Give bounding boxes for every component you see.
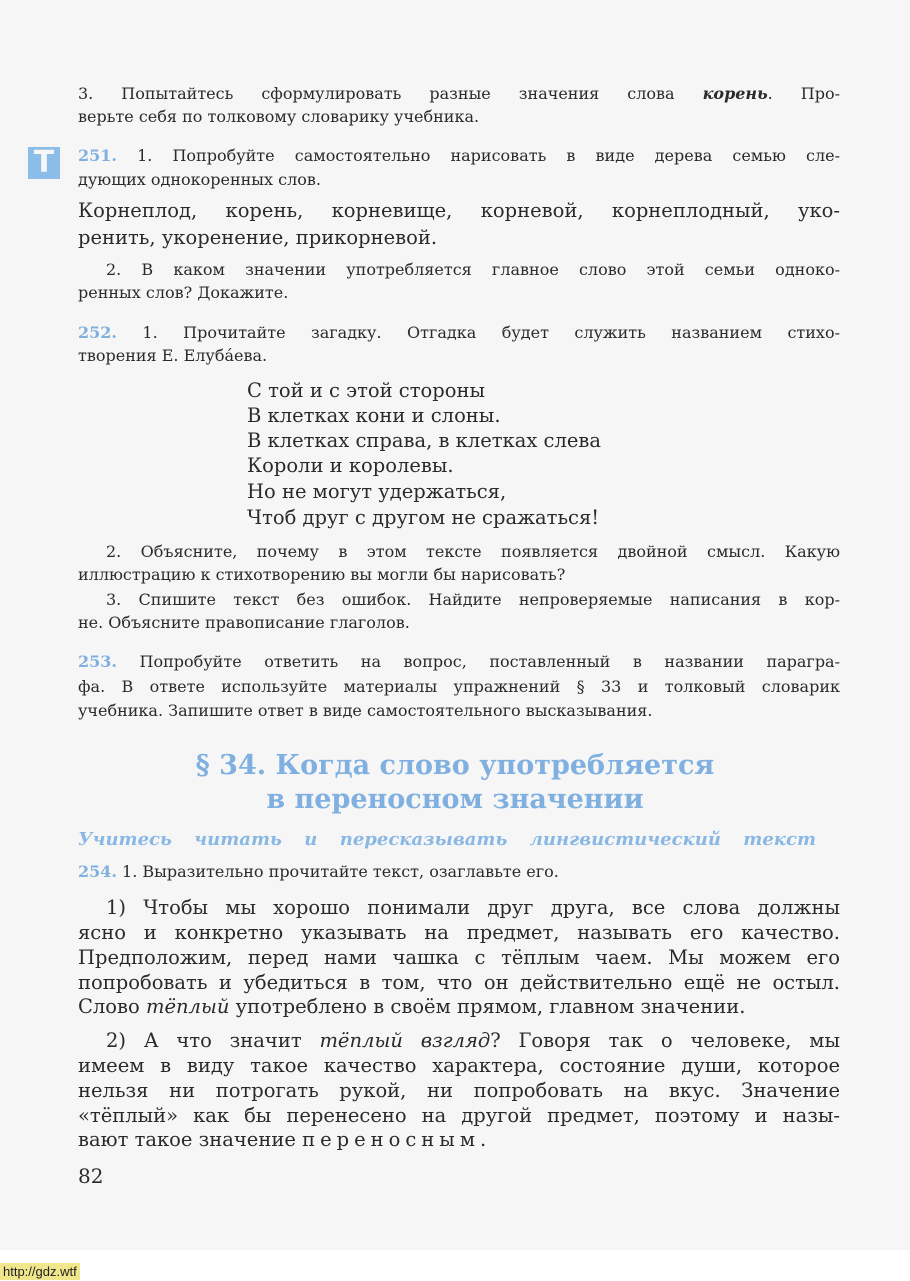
text: 3. Попытайтесь сформулировать разные значения слова	[78, 84, 703, 103]
ex251-line	[78, 146, 840, 166]
ex251-question: 2. В каком значении употребляется главное слово этой семьи однoко-	[106, 260, 840, 279]
text: ? Говоря так о человеке, мы	[490, 1029, 840, 1052]
text: Попробуйте ответить на вопрос, поставленный в названии парагра-	[116, 652, 840, 671]
theory-marker-icon: Т	[28, 147, 60, 179]
ex251-question: ренных слов? Докажите.	[78, 283, 289, 302]
text: вают такое значение	[78, 1128, 303, 1151]
ex252-line	[78, 323, 840, 343]
ex250-line: верьте себя по толковому словарику учебника.	[78, 107, 480, 126]
text: Слово	[78, 995, 146, 1018]
ex252-question: 3. Спишите текст без ошибок. Найдите непроверяемые написания в кор-	[106, 590, 840, 609]
text-line: нельзя ни потрогать рукой, ни попробовать на вкус. Значение	[78, 1079, 840, 1102]
text-line: попробовать и убедиться в том, что он действительно ещё не остыл.	[78, 971, 840, 994]
text-line: имеем в виду такое качество характера, состояние души, которое	[78, 1054, 840, 1077]
watermark-link[interactable]: http://gdz.wtf	[0, 1263, 80, 1280]
ex252-question: не. Объясните правописание глаголов.	[78, 613, 410, 632]
text: .	[479, 1128, 487, 1151]
ex253-line: учебника. Запишите ответ в виде самостоятельного высказывания.	[78, 701, 653, 720]
text: 2) А что значит	[106, 1029, 320, 1052]
ex252-question: иллюстрацию к стихотворению вы могли бы нарисовать?	[78, 565, 566, 584]
poem-line: Но не могут удержаться,	[247, 480, 507, 503]
poem-line: В клетках кони и слоны.	[247, 404, 501, 427]
poem-line: Чтоб друг с другом не сражаться!	[247, 506, 600, 529]
page-number: 82	[78, 1164, 104, 1188]
exercise-number: 254.	[78, 862, 117, 881]
text: 1. Прочитайте загадку. Отгадка будет служить названием стихо-	[116, 323, 840, 342]
section-subtitle: Учитесь читать и пересказывать лингвистический текст	[78, 829, 816, 850]
poem-line: С той и с этой стороны	[247, 379, 485, 402]
ex250-line	[78, 84, 840, 104]
ex254-line	[78, 862, 840, 882]
text-line: 1) Чтобы мы хорошо понимали друг друга, все слова должны	[106, 896, 840, 919]
ex253-line	[78, 652, 840, 672]
keyword: корень	[702, 84, 768, 103]
text: употреблено в своём прямом, главном значении.	[229, 995, 746, 1018]
text-line	[78, 1029, 840, 1053]
exercise-number: 252.	[78, 323, 117, 342]
exercise-number: 253.	[78, 652, 117, 671]
word-list: ренить, укоренение, прикорневой.	[78, 226, 438, 249]
section-title: § 34. Когда слово употребляется	[195, 750, 715, 781]
text: . Про-	[767, 84, 841, 103]
spaced-term: переносным	[302, 1128, 480, 1151]
text-line	[78, 1128, 840, 1152]
poem-line: Короли и королевы.	[247, 454, 454, 477]
word-list: Корнеплод, корень, корневище, корневой, корнеплодный, уко-	[78, 199, 840, 222]
section-title: в переносном значении	[266, 784, 644, 815]
ex252-line: творения Е. Елубáева.	[78, 346, 268, 365]
text-line: Предположим, перед нами чашка с тёплым чаем. Мы можем его	[78, 946, 840, 969]
poem-line: В клетках справа, в клетках слева	[247, 429, 602, 452]
text: 1. Попробуйте самостоятельно нарисовать в виде дерева семью сле-	[116, 146, 840, 165]
text-line: «тёплый» как бы перенесено на другой предмет, поэтому и назы-	[78, 1104, 840, 1127]
ex253-line: фа. В ответе используйте материалы упражнений § 33 и толковый словарик	[78, 677, 840, 696]
italic-word: тёплый	[145, 995, 230, 1018]
ex252-question: 2. Объясните, почему в этом тексте появляется двойной смысл. Какую	[106, 542, 840, 561]
exercise-number: 251.	[78, 146, 117, 165]
ex251-line: дующих однокоренных слов.	[78, 170, 321, 189]
text: 1. Выразительно прочитайте текст, озаглавьте его.	[116, 862, 559, 881]
text-line	[78, 995, 840, 1019]
italic-word: тёплый взгляд	[319, 1029, 491, 1052]
text-line: ясно и конкретно указывать на предмет, называть его качество.	[78, 921, 840, 944]
